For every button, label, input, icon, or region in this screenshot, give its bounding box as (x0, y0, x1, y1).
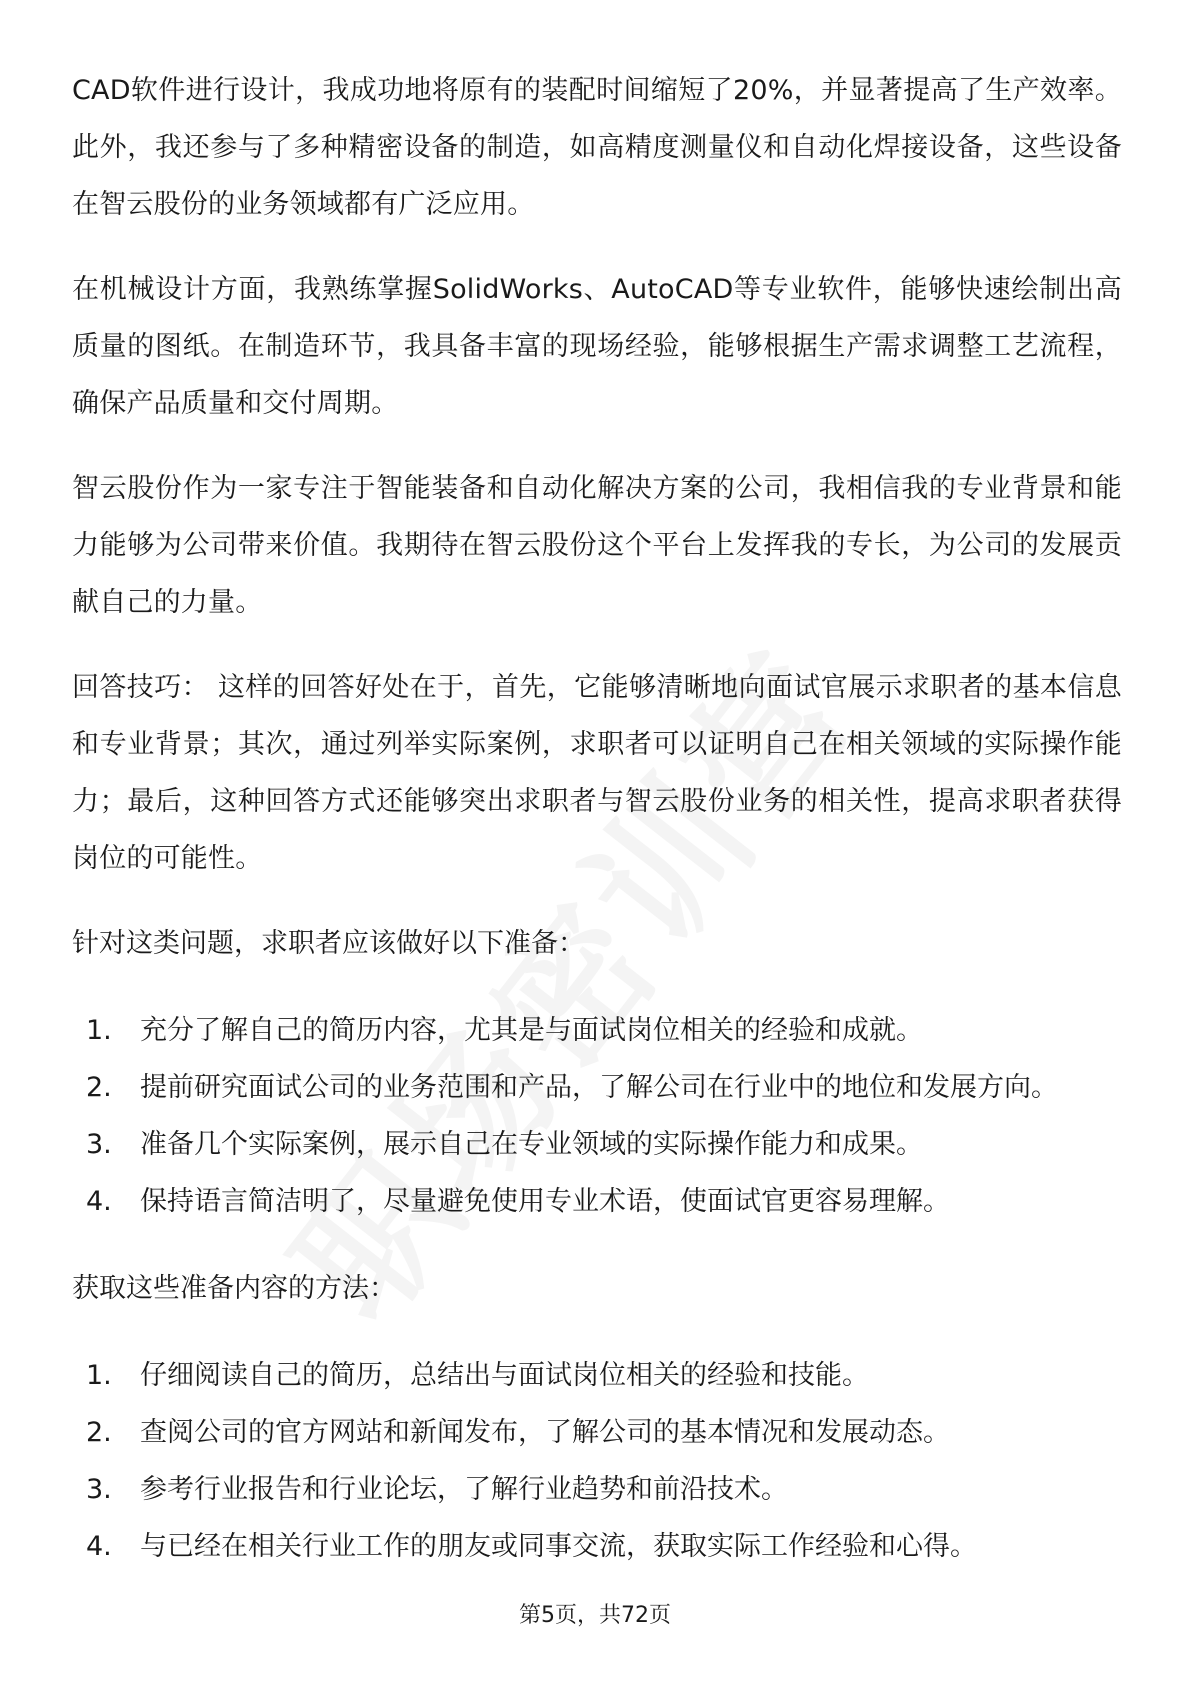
list-item (72, 1404, 1122, 1461)
method-heading: 获取这些准备内容的方法： (72, 1273, 396, 1304)
list-item (72, 1347, 1122, 1404)
list-item-number: 1. (86, 1360, 112, 1391)
list-item-text: 查阅公司的官方网站和新闻发布，了解公司的基本情况和发展动态。 (140, 1417, 950, 1448)
list-item (72, 1002, 1122, 1059)
list-item-number: 4. (86, 1186, 112, 1217)
list-item-number: 3. (86, 1129, 112, 1160)
list-item-number: 3. (86, 1474, 112, 1505)
list-item-text: 保持语言简洁明了，尽量避免使用专业术语，使面试官更容易理解。 (140, 1186, 950, 1217)
list-item-number: 2. (86, 1417, 112, 1448)
paragraph-cad-experience: CAD软件进行设计，我成功地将原有的装配时间缩短了20%，并显著提高了生产效率。此外，我还参与了多种精密设备的制造，如高精度测量仪和自动化焊接设备，这些设备在智云股份的业务领域都有广泛应用。 (72, 75, 1122, 220)
list-item-number: 2. (86, 1072, 112, 1103)
list-item-text: 参考行业报告和行业论坛，了解行业趋势和前沿技术。 (140, 1474, 788, 1505)
document-body (72, 62, 1122, 1605)
paragraph-mechanical-design: 在机械设计方面，我熟练掌握SolidWorks、AutoCAD等专业软件，能够快速绘制出高质量的图纸。在制造环节，我具备丰富的现场经验，能够根据生产需求调整工艺流程，确保产品质量和交付周期。 (72, 274, 1122, 419)
method-list (72, 1347, 1122, 1575)
list-item (72, 1173, 1122, 1230)
list-item-text: 仔细阅读自己的简历，总结出与面试岗位相关的经验和技能。 (140, 1360, 869, 1391)
list-item-text: 准备几个实际案例，展示自己在专业领域的实际操作能力和成果。 (140, 1129, 923, 1160)
prep-list (72, 1002, 1122, 1230)
list-item-text: 与已经在相关行业工作的朋友或同事交流，获取实际工作经验和心得。 (140, 1531, 977, 1562)
prep-heading: 针对这类问题，求职者应该做好以下准备： (72, 928, 585, 959)
list-item-number: 1. (86, 1015, 112, 1046)
paragraph-company-fit: 智云股份作为一家专注于智能装备和自动化解决方案的公司，我相信我的专业背景和能力能够为公司带来价值。我期待在智云股份这个平台上发挥我的专长，为公司的发展贡献自己的力量。 (72, 473, 1122, 618)
paragraph-answer-tips: 回答技巧： 这样的回答好处在于，首先，它能够清晰地向面试官展示求职者的基本信息和专业背景；其次，通过列举实际案例，求职者可以证明自己在相关领域的实际操作能力；最后，这种回答方式还能够突出求职者与智云股份业务的相关性，提高求职者获得岗位的可能性。 (72, 672, 1122, 874)
list-item (72, 1461, 1122, 1518)
list-item-text: 提前研究面试公司的业务范围和产品，了解公司在行业中的地位和发展方向。 (140, 1072, 1058, 1103)
list-item (72, 1518, 1122, 1575)
list-item-number: 4. (86, 1531, 112, 1562)
page-number: 第5页，共72页 (519, 1603, 671, 1628)
list-item (72, 1116, 1122, 1173)
list-item-text: 充分了解自己的简历内容，尤其是与面试岗位相关的经验和成就。 (140, 1015, 923, 1046)
list-item (72, 1059, 1122, 1116)
